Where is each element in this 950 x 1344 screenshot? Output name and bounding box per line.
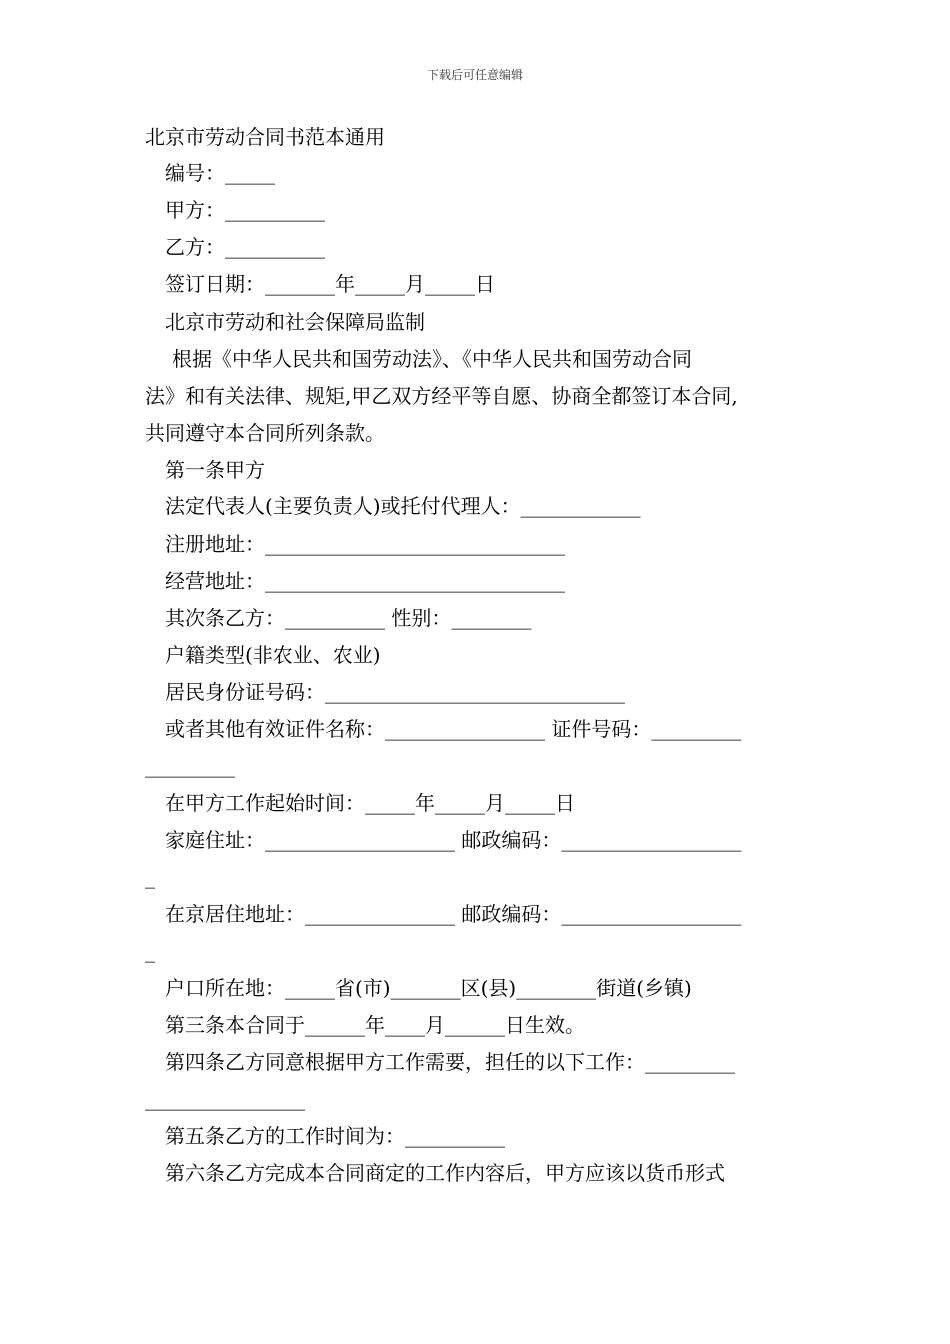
article-2-line: 其次条乙方：__________ 性别：________ xyxy=(165,606,532,630)
paragraph-line: 根据《中华人民共和国劳动法》、《中华人民共和国劳动合同 xyxy=(172,347,692,371)
home-address-continuation: _ xyxy=(145,865,155,889)
document-title: 北京市劳动合同书范本通用 xyxy=(145,125,385,149)
signing-date-line: 签订日期：_______年_____月_____日 xyxy=(165,272,495,296)
article-4-line: 第四条乙方同意根据甲方工作需要，担任的以下工作：_________ xyxy=(165,1050,735,1074)
article-5-line: 第五条乙方的工作时间为：__________ xyxy=(165,1124,505,1148)
article-3-line: 第三条本合同于______年____月______日生效。 xyxy=(165,1013,585,1037)
start-date-line: 在甲方工作起始时间：_____年_____月_____日 xyxy=(165,791,575,815)
paragraph-line: 法》和有关法律、规矩,甲乙双方经平等自愿、协商全都签订本合同, xyxy=(145,384,738,408)
article-4-continuation: ________________ xyxy=(145,1087,305,1111)
beijing-address-line: 在京居住地址：_______________ 邮政编码：__________________ xyxy=(165,902,742,926)
page-header: 下载后可任意编辑 xyxy=(426,68,523,82)
home-address-line: 家庭住址：___________________ 邮政编码：__________________ xyxy=(165,828,742,852)
id-number-line: 居民身份证号码：______________________________ xyxy=(165,680,625,704)
other-id-continuation: _________ xyxy=(145,754,235,778)
registered-address-line: 注册地址：______________________________ xyxy=(165,532,565,556)
contract-number-line: 编号：_____ xyxy=(165,161,275,185)
household-type-line: 户籍类型(非农业、农业) xyxy=(165,643,381,667)
party-a-line: 甲方：__________ xyxy=(165,198,325,222)
beijing-address-continuation: _ xyxy=(145,939,155,963)
business-address-line: 经营地址：______________________________ xyxy=(165,569,565,593)
other-id-line: 或者其他有效证件名称：________________ 证件号码：_________ xyxy=(165,717,742,741)
article-1-heading: 第一条甲方 xyxy=(165,458,265,482)
article-6-line: 第六条乙方完成本合同商定的工作内容后，甲方应该以货币形式 xyxy=(165,1161,725,1185)
party-b-line: 乙方：__________ xyxy=(165,235,325,259)
paragraph-line: 共同遵守本合同所列条款。 xyxy=(145,421,385,445)
legal-representative-line: 法定代表人(主要负责人)或托付代理人：____________ xyxy=(165,494,641,518)
hukou-location-line: 户口所在地：_____省(市)_______区(县)________街道(乡镇) xyxy=(165,976,692,1000)
supervisor-line: 北京市劳动和社会保障局监制 xyxy=(165,310,425,334)
